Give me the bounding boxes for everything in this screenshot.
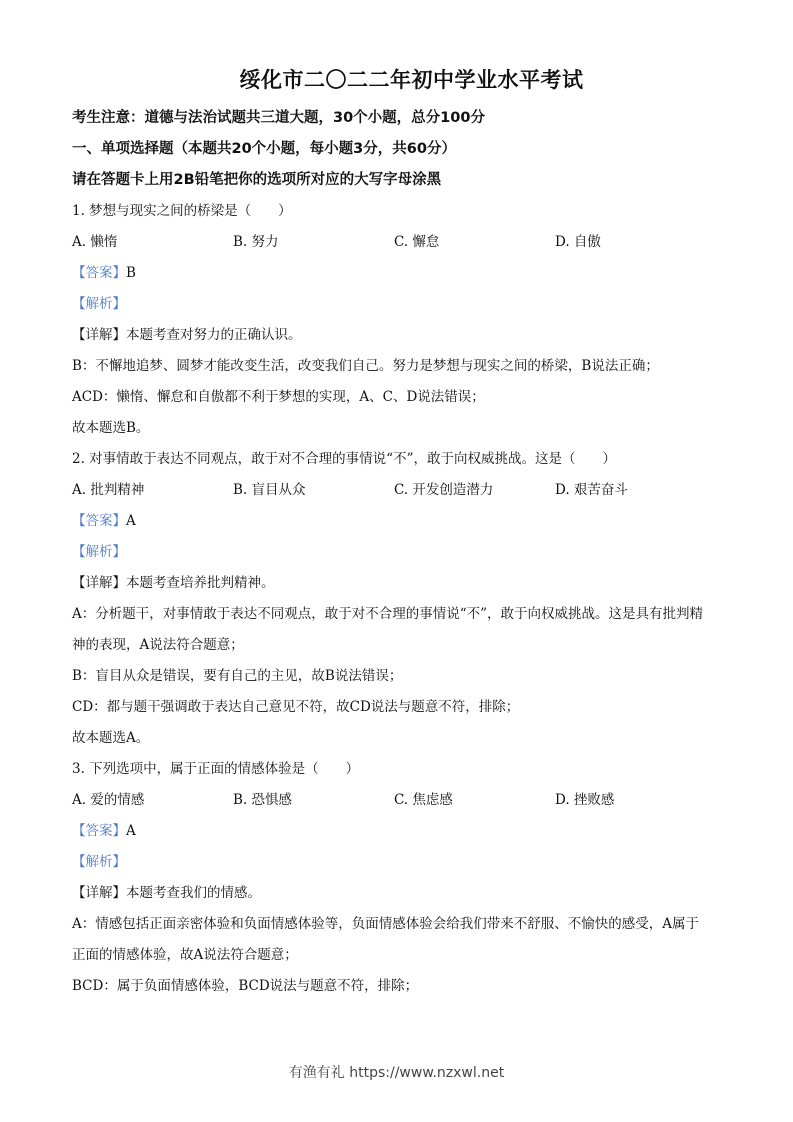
analysis-tag: 【解析】 bbox=[72, 296, 126, 312]
option: C. 开发创造潜力 bbox=[394, 482, 494, 498]
question-stem: 1. 梦想与现实之间的桥梁是（ ） bbox=[72, 203, 292, 219]
header-line: 请在答题卡上用2B铅笔把你的选项所对应的大写字母涂黑 bbox=[72, 172, 442, 188]
explanation-line: B：盲目从众是错误，要有自己的主见，故B说法错误； bbox=[72, 668, 403, 684]
analysis-tag: 【解析】 bbox=[72, 854, 126, 870]
document-title: 绥化市二〇二二年初中学业水平考试 bbox=[239, 68, 584, 92]
question-stem: 3. 下列选项中，属于正面的情感体验是（ ） bbox=[72, 761, 360, 777]
analysis-line bbox=[72, 289, 732, 320]
analysis-tag: 【解析】 bbox=[72, 544, 126, 560]
option: D. 自傲 bbox=[555, 234, 601, 250]
answer-value: A bbox=[126, 513, 136, 529]
answer-line bbox=[72, 816, 732, 847]
option: C. 焦虑感 bbox=[394, 792, 453, 808]
detail-tag: 【详解】 bbox=[72, 327, 126, 343]
options-row bbox=[72, 227, 732, 258]
question-stem: 2. 对事情敢于表达不同观点，敢于对不合理的事情说“不”，敢于向权威挑战。这是（ ） bbox=[72, 451, 616, 467]
detail-line bbox=[72, 320, 732, 351]
explanation-line: 故本题选A。 bbox=[72, 730, 150, 746]
detail-line bbox=[72, 878, 732, 909]
explanation-line: A：分析题干，对事情敢于表达不同观点，敢于对不合理的事情说“不”，敢于向权威挑战。这是具有批判精 bbox=[72, 606, 704, 622]
answer-tag: 【答案】 bbox=[72, 265, 126, 281]
analysis-line bbox=[72, 847, 732, 878]
detail-tag: 【详解】 bbox=[72, 575, 126, 591]
detail-text: 本题考查对努力的正确认识。 bbox=[126, 327, 302, 343]
options-row bbox=[72, 785, 732, 816]
answer-value: A bbox=[126, 823, 136, 839]
header-line: 考生注意：道德与法治试题共三道大题，30个小题，总分100分 bbox=[72, 110, 485, 126]
header-line: 一、单项选择题（本题共20个小题，每小题3分，共60分） bbox=[72, 141, 456, 157]
option: A. 爱的情感 bbox=[72, 792, 145, 808]
option: B. 恐惧感 bbox=[233, 792, 293, 808]
detail-text: 本题考查我们的情感。 bbox=[126, 885, 261, 901]
explanation-line: 神的表现，A说法符合题意； bbox=[72, 637, 244, 653]
option: B. 努力 bbox=[233, 234, 279, 250]
answer-value: B bbox=[126, 265, 136, 281]
explanation-line: CD：都与题干强调敢于表达自己意见不符，故CD说法与题意不符，排除； bbox=[72, 699, 520, 715]
answer-line bbox=[72, 506, 732, 537]
option: C. 懈怠 bbox=[394, 234, 440, 250]
explanation-line: 正面的情感体验，故A说法符合题意； bbox=[72, 947, 298, 963]
option: D. 艰苦奋斗 bbox=[555, 482, 628, 498]
explanation-line: BCD：属于负面情感体验，BCD说法与题意不符，排除； bbox=[72, 978, 419, 994]
explanation-line: A：情感包括正面亲密体验和负面情感体验等，负面情感体验会给我们带来不舒服、不愉快的感受，A属于 bbox=[72, 916, 699, 932]
detail-text: 本题考查培养批判精神。 bbox=[126, 575, 275, 591]
document-body bbox=[72, 103, 732, 1002]
footer-watermark: 有渔有礼 https://www.nzxwl.net bbox=[288, 1065, 505, 1081]
explanation-line: ACD：懒惰、懈怠和自傲都不利于梦想的实现，A、C、D说法错误； bbox=[72, 389, 485, 405]
option: B. 盲目从众 bbox=[233, 482, 306, 498]
detail-line bbox=[72, 568, 732, 599]
option: D. 挫败感 bbox=[555, 792, 615, 808]
answer-line bbox=[72, 258, 732, 289]
answer-tag: 【答案】 bbox=[72, 513, 126, 529]
analysis-line bbox=[72, 537, 732, 568]
option: A. 懒惰 bbox=[72, 234, 118, 250]
option: A. 批判精神 bbox=[72, 482, 145, 498]
explanation-line: 故本题选B。 bbox=[72, 420, 150, 436]
answer-tag: 【答案】 bbox=[72, 823, 126, 839]
explanation-line: B：不懈地追梦、圆梦才能改变生活，改变我们自己。努力是梦想与现实之间的桥梁，B说法正确； bbox=[72, 358, 659, 374]
detail-tag: 【详解】 bbox=[72, 885, 126, 901]
options-row bbox=[72, 475, 732, 506]
